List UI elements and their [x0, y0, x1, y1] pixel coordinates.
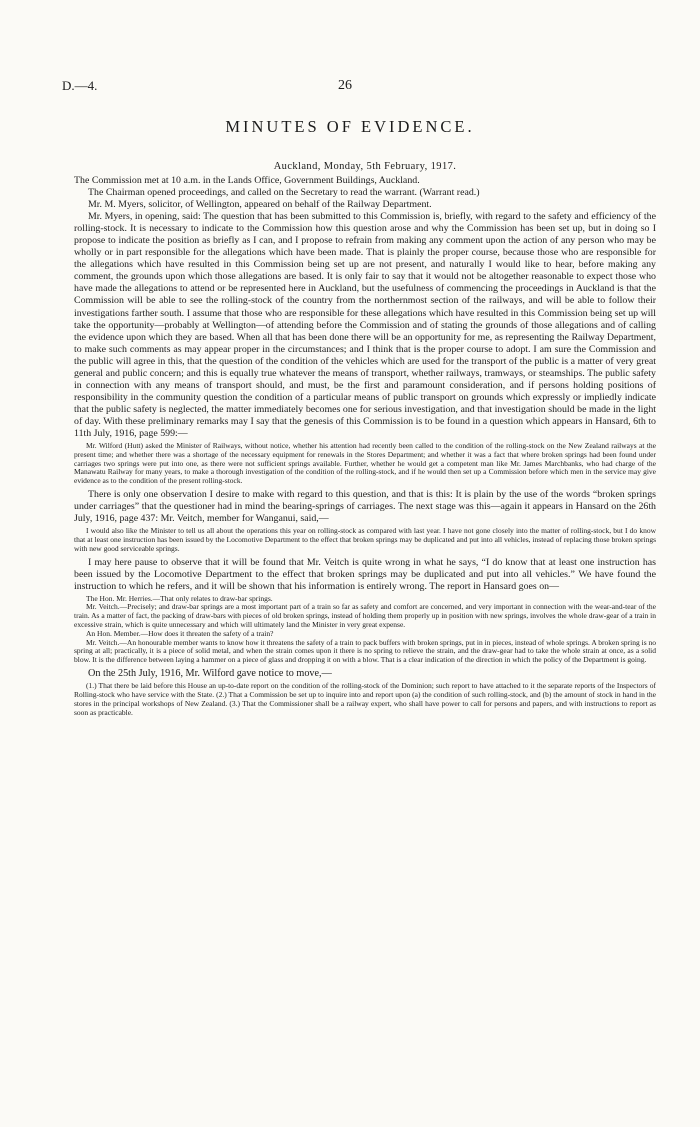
quote-herries: The Hon. Mr. Herries.—That only relates to draw-bar springs. [86, 593, 273, 603]
paragraph-observation: There is only one observation I desire to make with regard to this question, and that is this: It is plain by the use of the words “broken springs under carriages” that the questioner had in mind the bearing-springs of carriages. The next stage was this—again it appears in Hansard on the 26th July, 1916, page 437: Mr. Veitch, member for Wanganui, said,— [74, 489, 656, 525]
quote-hon-member: An Hon. Member.—How does it threaten the safety of a train? [86, 628, 274, 638]
paragraph-pause: I may here pause to observe that it will be found that Mr. Veitch is quite wrong in what he says, “I do know that at least one instruction has been issued by the Locomotive Department to the effect that broken springs may be duplicated and put into all vehicles.” We have found the instruction to which he refers, and it will be shown that his information is entirely wrong. The report in Hansard goes on— [74, 556, 656, 592]
quote-hansard-question: Mr. Wilford (Hutt) asked the Minister of Railways, without notice, whether his attention had recently been called to the condition of the rolling-stock on the New Zealand railways at the present time; and whether there was a shortage of the necessary equipment for renewals in the Stores Department; and whether it was a fact that where broken springs had been found under carriages two springs were put into one, as there were not sufficient springs available. Further, whether he would get a competent man like Mr. James Marchbanks, who had charge of the Manawatu Railway for many years, to make a thorough investigation of the condition of the rolling-stock, and if he would then set up a Commission before which men in the service may give evidence as to the condition of the present rolling-stock. [74, 441, 656, 486]
quote-veitch-buffers: Mr. Veitch.—An honourable member wants to know how it threatens the safety of a train to pack buffers with broken springs, put in in pieces, instead of whole springs. A broken spring is no spring at all; practically, it is a piece of solid metal, and when the strain comes upon it there is no spring to relieve the strain, and the draw-gear had to take the whole strain at once, as a solid blow. It is the difference between laying a hammer on a piece of glass and dropping it on with a blow. That is a clear indication of the direction in which the policy of the Department is going. [74, 637, 656, 665]
dateline: Auckland, Monday, 5th February, 1917. [273, 161, 457, 172]
paragraph-appearance: Mr. M. Myers, solicitor, of Wellington, appeared on behalf of the Railway Department. [88, 199, 432, 211]
page-number: 26 [338, 78, 352, 93]
document-body [74, 160, 656, 720]
paragraph-opening: Mr. Myers, in opening, said: The question that has been submitted to this Commission is, briefly, with regard to the safety and efficiency of the rolling-stock. It is necessary to indicate to the Commission how this question arose and why the Commission has been set up, but in doing so I propose to indicate the position as briefly as I can, and I propose to refrain from making any comment upon the action of any person who may be wholly or in part responsible for the allegations which have been made. That is plainly the proper course, because those who are responsible for the allegations which have resulted in this Commission being set up are not present, and naturally I would like to hear, before making any comment, the grounds upon which those allegations are based. It is only fair to say that it would not be altogether reasonable to expect those who have made the allegations to attend or be represented here in Auckland, but the usefulness of commencing the proceedings in Auckland is that the Commission will be able to see the rolling-stock of the country from the northernmost section of the railways, and will be able to follow their investigations farther south. I assume that those who are responsible for these allegations which have resulted in this Commission being set up will take the opportunity—probably at Wellington—of attending before the Commission and of stating the grounds of those allegations and of calling the evidence upon which they are based. When all that has been done there will be an opportunity for me, as representing the Railway Department, to make such comments as may appear proper in the circumstances; and I think that is the proper course to adopt. I am sure the Commission and the public will agree in this, that the question of the condition of the vehicles which are used for the transport of the public is a matter of very great general and public concern; and this is equally true whatever the means of transport, whether railways, tramways, or steamships. The public safety in connection with any means of transport should, and must, be the first and paramount consideration, and if persons holding positions of responsibility in the community question the condition of a particular means of public transport on grounds which expressly or impliedly indicate that the public safety is neglected, the matter immediately becomes one for serious investigation, and that investigation should be made in the light of day. With these preliminary remarks may I say that the genesis of this Commission is to be found in a question which appears in Hansard, 6th to 11th July, 1916, page 599:— [74, 211, 656, 439]
quote-veitch-drawbar: Mr. Veitch.—Precisely; and draw-bar springs are a most important part of a train so far as safety and comfort are concerned, and very important in connection with the wear-and-tear of the train. As a matter of fact, the packing of draw-bars with pieces of old broken springs, instead of holding them properly up in position with new springs, involves the whole draw-gear of a train in excessive strain, which is quite unnecessary and which will ultimately land the Minister in very great expense. [74, 602, 656, 630]
quote-motion: (1.) That there be laid before this House an up-to-date report on the condition of the rolling-stock of the Dominion; such report to have attached to it the separate reports of the Inspectors of Rolling-stock who have service with the State. (2.) That a Commission be set up to inquire into and report upon (a) the condition of such rolling-stock, and (b) the amount of stock in hand in the stores in the principal workshops of New Zealand. (3.) That the Commissioner shall be a railway expert, who shall have power to call for persons and papers, and with instructions to report as soon as practicable. [74, 681, 656, 717]
paragraph-notice: On the 25th July, 1916, Mr. Wilford gave notice to move,— [88, 668, 332, 680]
page-title: MINUTES OF EVIDENCE. [225, 117, 475, 136]
document-reference: D.—4. [62, 78, 98, 93]
quote-veitch-speech: I would also like the Minister to tell us all about the operations this year on rolling-stock as compared with last year. I have not gone closely into the matter of rolling-stock, but I do know that at least one instruction has been issued by the Locomotive Department to the effect that broken springs may be duplicated and put into all vehicles, instead of replacing those broken springs with new good serviceable springs. [74, 526, 656, 553]
paragraph-warrant: The Chairman opened proceedings, and called on the Secretary to read the warrant. (Warrant read.) [88, 187, 480, 199]
paragraph-commission-met: The Commission met at 10 a.m. in the Lands Office, Government Buildings, Auckland. [74, 175, 420, 186]
